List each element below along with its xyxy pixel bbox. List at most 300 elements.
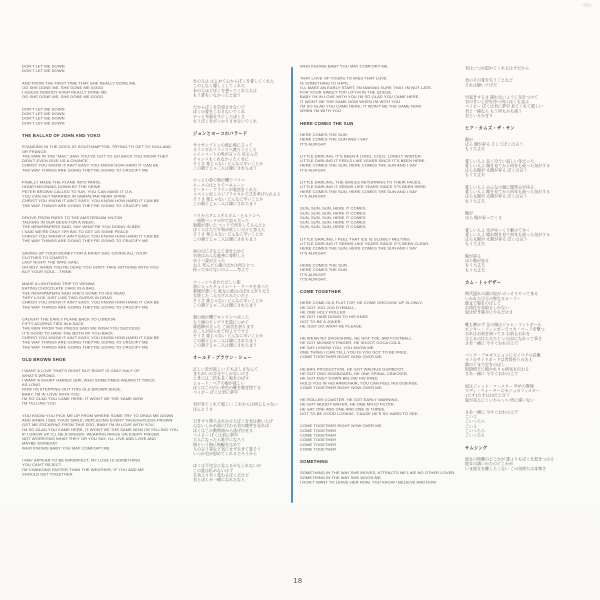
lyric-line: HE GOT FEET DOWN BELOW HIS KNEE — [300, 376, 378, 381]
lyric-line: この愛は拒めないはず — [193, 468, 233, 473]
lyric-stanza — [465, 66, 590, 71]
lyric-stanza — [22, 107, 192, 126]
lyric-line: I DON'T WANT TO LEAVE HER NOW, YOU KNOW I BELIEVE AND HOW — [300, 480, 437, 485]
lyric-line: ONE THING I CAN TELL YOU IS YOU GOT TO BE FREE. — [300, 350, 408, 355]
lyric-line: YOU KNOW YOU PICK ME UP FROM WHERE SOME TRY TO DRAG ME DOWN — [22, 413, 174, 418]
lyric-line: 愛しい人よ 長く冷たい寂しい冬だった — [465, 158, 535, 164]
lyric-line: 膝まで髪をのばして — [465, 300, 501, 306]
lyric-line: 報道陣が言った ご成功を祈ります — [193, 324, 255, 329]
lyric-line: もう誰もいなかったと思う — [193, 92, 241, 98]
lyric-stanza — [300, 206, 468, 229]
lyric-line: COME TOGETHER RIGHT NOW OVER ME. — [300, 423, 383, 429]
lyric-stanza — [465, 159, 590, 178]
lyric-line: もう大丈夫 — [465, 241, 485, 247]
song-title: SOMETHING — [300, 459, 329, 465]
lyric-line: SHOULD GET TOGETHER — [22, 471, 73, 477]
lyric-line: COME TOGETHER — [300, 437, 337, 443]
lyric-line: I'M CHANGING FASTER THAN THE WEATHER, IF YOU AND ME — [22, 467, 145, 472]
lyric-line: THE WAY THINGS ARE GOING THEY'RE GOING TO CRUCIFY ME — [22, 344, 149, 350]
lyric-line: GOT TO BE A JOKER, — [300, 319, 342, 324]
lyric-line: だからぼくを失望させないで — [193, 105, 245, 110]
lyric-line: OO SHE DONE ME, SHE DONE ME GOOD — [22, 94, 104, 100]
lyric-stanza — [22, 81, 192, 100]
lyric-stanza — [465, 254, 590, 273]
lyric-line: I'LL MAKE AN EARLY START, I'M MAKING SURE THAT I'M NOT LATE. — [300, 85, 433, 90]
lyric-line: YOU CAN GET MARRIED IN GIBRALTAR NEAR SPAIN — [22, 193, 126, 199]
lyric-stanza — [465, 137, 590, 151]
lyric-line: ぼくはこの古い茶色の靴を脱ぎ捨てる — [193, 385, 261, 390]
lyric-stanza — [465, 410, 590, 438]
lyric-line: IT'S ALRIGHT. — [300, 167, 327, 173]
lyric-line: レインコートの男が言った 戻るんだ — [193, 152, 258, 157]
lyric-line: SAVING UP YOUR MONEY FOR A RAINY DAY, GIVING ALL YOUR — [22, 250, 148, 256]
lyric-stanza — [193, 105, 298, 124]
lyric-line: 大人になったら歌手になろう — [193, 437, 245, 443]
lyric-line: AS LONG. — [22, 382, 42, 388]
lyric-line: BABY I'M IN LOVE WITH YOU I'M SO GLAD YOU CAME HERE, — [300, 94, 420, 100]
lyric-line: 早起きするさ 遅れないように気をつけて — [465, 94, 539, 100]
lyric-stanza — [193, 402, 298, 411]
lyric-line: IT'S ALRIGHT — [300, 272, 327, 277]
lyric-line: HE GOT JOO JOO EYEBALL, — [300, 305, 356, 310]
lyric-line: 君とぼくが一緒になれたなら — [193, 477, 245, 483]
lyric-line: 愛しい人よ 陽を見てから何年も経った気がする — [465, 163, 551, 168]
lyric-line: HE WEAR NO SHOESHINE, HE GOT TOE JAM FOOTBALL. — [300, 336, 413, 341]
lyric-line: もう大丈夫 — [465, 263, 485, 268]
lyric-line: EATING CHOCOLATE CAKE IN A BAG. — [22, 286, 96, 291]
song-title: HERE COMES THE SUN — [300, 120, 354, 126]
lyrics-column-japanese-right — [465, 66, 590, 478]
lyric-line: DON'T LET ME DOWN — [22, 64, 65, 69]
lyric-line: そうさ 楽じゃない どんなに辛いことか — [193, 161, 264, 166]
lyric-line: おれはお前を知ってる お前もおれを — [465, 331, 531, 337]
lyric-line: COME TOGETHER — [300, 446, 337, 452]
lyric-line: 一週間ベッドの中で語り合った — [193, 218, 249, 223]
lyric-line: I'M SO GLAD YOU CAME HERE, IT WON'T BE THE SAME NOW — [300, 104, 422, 109]
lyric-line: I WANT A SHORT HAIRED GIRL WHO SOMETIMES WEARS IT TWICE — [22, 377, 156, 383]
lyric-line: さあ一緒に 今すぐおれの上で — [465, 409, 519, 415]
lyric-stanza — [465, 322, 590, 345]
lyric-line: この調子じゃ二人は磔にされちまう — [193, 343, 257, 348]
lyric-line: HONEYMOONING DOWN BY THE SEINE. — [22, 184, 102, 190]
lyric-line: ベイビー ぼくは君に夢中 — [193, 390, 238, 395]
lyric-stanza — [465, 384, 590, 403]
lyric-line: IT WON'T BE THE SAME NOW WHEN I'M WITH YOU — [300, 99, 401, 104]
lyric-line: I'M TELLING YOU — [22, 401, 56, 406]
lyric-line: HERE COMES THE SUN — [300, 262, 347, 268]
lyric-stanza — [193, 249, 298, 272]
lyric-stanza — [300, 180, 468, 199]
lyric-stanza — [22, 251, 192, 274]
lyric-line: ぼくはこの動物園から逃げ出せる — [193, 428, 253, 433]
lyric-line: 肘掛椅子に抱かれりゃ病気も伝わる — [465, 367, 529, 372]
lyric-line: COME TOGETHER — [300, 442, 337, 447]
lyric-line: モンキー・フィンガーでコカ・コーラを撃つ — [465, 326, 545, 332]
lyric-line: I'M SO GLAD YOU CAME HERE, IT WON'T BE THE SAME NOW I'M TELLING YOU — [22, 427, 179, 432]
lyric-line: ぼくは不完全に見えるかもしれないが — [193, 463, 261, 469]
lyric-line: SUN, SUN, SUN, HERE IT COMES — [300, 206, 366, 211]
lyric-line: セーヌのほとりでハネムーン — [193, 182, 245, 188]
lyric-line: TALKING IN OUR BEDS FOR A WEEK. — [22, 220, 96, 225]
lyric-line: 引きずり降ろされかけたぼくを君は救い上げ — [193, 419, 273, 424]
lyric-line: CHRIST YOU KNOW IT AIN'T EASY, YOU KNOW HOW HARD IT CAN BE — [22, 198, 160, 204]
lyric-line: やっとの事で飛行機でパリへ — [193, 178, 245, 183]
song-title: ヒア・カムズ・ザ・サン — [465, 125, 515, 131]
lyric-line: DON'T LET ME DOWN — [22, 116, 65, 121]
lyric-stanza — [22, 369, 192, 406]
lyric-line: 人の言う事など気にせず生きて愛そう — [193, 446, 261, 452]
lyric-line: こいったら — [465, 433, 485, 438]
lyric-line: スペイン近くのジブラルタルで式を挙げられると — [193, 192, 281, 197]
song-title: COME TOGETHER — [300, 289, 342, 295]
lyric-line: いま彼女を離したくない この気持ちは本物さ — [465, 466, 547, 471]
lyric-line: この上なく優しくしてくれた — [193, 83, 245, 89]
lyric-line: STANDING IN THE DOCK AT SOUTHAMPTON, TRYING TO GET TO HOLLAND — [22, 144, 172, 150]
lyric-line: THE WAY THINGS ARE GOING THEY'RE GOING TO CRUCIFY ME — [22, 304, 149, 310]
lyric-line: COME TOGETHER — [300, 432, 337, 438]
lyric-line: LITTLE DARLING, IT'S BEEN A LONG, COLD, LONELY WINTER. — [300, 153, 423, 159]
lyric-line: 膝の下まで足をのばし — [465, 362, 505, 367]
scan-smudge — [580, 2, 594, 8]
lyric-line: PETER BROWN CALLED TO SAY, YOU CAN MAKE IT O.K. — [22, 189, 134, 194]
lyric-line: HE GOT MUDDY WATER, HE ONE MOJO FILTER. — [300, 402, 395, 407]
lyric-line: 愛しい人よ 氷がゆっくり解けてゆく — [465, 227, 531, 233]
lyric-line: 朝の飛行機でロンドンへ戻った — [193, 315, 249, 320]
lyric-line: ほんとうさ — [193, 406, 213, 412]
lyric-stanza — [300, 398, 468, 417]
lyric-line: いかれた目玉の聖なるローラー — [465, 296, 521, 301]
song-title: サムシング — [465, 445, 488, 451]
song-title: THE BALLAD OF JOHN AND YOKO — [22, 132, 101, 138]
lyric-stanza — [300, 64, 468, 69]
lyric-stanza — [193, 464, 298, 483]
lyric-line: HE SAY I KNOW YOU, YOU KNOW ME. — [300, 345, 375, 350]
lyric-line: IT'S ALRIGHT — [300, 141, 327, 147]
lyric-line: 時代遅れの頭の奴が のっそりやって来る — [465, 291, 539, 297]
lyric-stanza — [465, 457, 590, 471]
lyric-line: IT'S ALRIGHT. — [300, 193, 327, 199]
lyric-line: DON'T LET ME DOWN — [22, 68, 65, 74]
lyric-line: ほら太陽が 太陽が昇る ぼくは言う — [465, 168, 528, 173]
lyric-line: HERE COMES THE SUN, HERE COMES THE SUN AND I SAY — [300, 163, 418, 168]
lyric-line: 心ないしかめ面に代わる君の微笑を見れば — [193, 423, 269, 429]
lyric-line: HE ONE HOLY ROLLER, — [300, 309, 347, 315]
lyric-line: DON'T LET ME DOWN — [22, 106, 65, 112]
lyric-line: 靴も磨かず 足の指はジャム・フットボール — [465, 322, 542, 327]
lyric-line: WHO KNOWS BABY YOU MAY COMFORT ME. — [300, 64, 389, 69]
lyric-line: 天気より早く変わるぼくだけど — [193, 473, 249, 478]
lyric-line: AND FROM THE FIRST TIME THAT SHE REALLY DONE ME, — [22, 80, 137, 86]
lyric-line: 陽が昇る — [465, 253, 481, 259]
lyric-line: やっと幸福を手にしたぼくさ — [193, 114, 245, 119]
lyric-line: I SAID WE'RE ONLY TRYING TO GET US SOME PEACE — [22, 229, 129, 234]
lyric-line: I GUESS NOBODY EVER REALLY DONE ME — [22, 90, 108, 95]
lyric-line: NOT WORRYING WHAT THEY OR YOU SAY, I'LL LIVE AND LOVE AND — [22, 436, 157, 442]
lyric-line: 君はいつか慰めてくれるはずだから — [465, 66, 529, 71]
lyric-line: そうさ 楽じゃない どんなに辛いことか — [193, 196, 264, 202]
lyric-line: 君といるかぎり — [465, 113, 493, 119]
lyric-line: チャンスもくれなかったくせに — [193, 156, 249, 162]
lyric-line: もう大丈夫 — [465, 146, 485, 152]
lyric-line: BUT YOUR SOUL - THINK — [22, 269, 72, 274]
lyric-line: LITTLE DARLING IT FEELS LIKE YEARS SINCE IT'S BEEN HERE. — [300, 158, 426, 164]
lyric-line: THE WAY THINGS ARE GOING THEY'RE GOING TO CRUCIFY ME — [22, 203, 149, 208]
lyric-line: IT'S GOOD TO HAVE THE BOTH OF YOU BACK — [22, 330, 114, 336]
lyric-line: HERE COMES THE SUN — [300, 267, 347, 273]
lyric-line: FOR YOUR SWEET TOP LIP I'M IN THE QUEUE. — [300, 90, 393, 95]
lyric-line: 陽が — [465, 210, 473, 216]
lyric-line: 彼女の誘いかたのどこかが — [465, 461, 513, 467]
lyric-line: CHRIST YOU KNOW IT AIN'T EASY YOU KNOW HOW HARD IT CAN BE — [22, 163, 159, 168]
lyric-line: GOT ME ESCAPING FROM THIS ZOO, BABY I'M IN LOVE WITH YOU — [22, 422, 154, 428]
lyric-line: 1たす1たす1は3だと言う — [465, 393, 510, 398]
lyric-line: I MAY APPEAR TO BE IMPERFECT, MY LOVE IS SOMETHING — [22, 458, 141, 463]
lyric-line: CHRIST YOU KNOW IT AIN'T EASY, YOU KNOW HOW HARD IT CAN BE — [22, 234, 160, 239]
lyric-line: ベイビー ぼくは君に夢中 来てくれて嬉しい — [465, 104, 544, 109]
lyric-stanza — [465, 95, 590, 118]
lyric-line: WHEN I'M WITH YOU — [300, 108, 341, 114]
song-title: カム・トゥゲザー — [465, 279, 502, 285]
lyric-line: SUN, SUN, SUN, HERE IT COMES — [300, 215, 366, 220]
lyric-line: DON'T LET ME DOWN — [22, 111, 65, 117]
lyric-line: 君が来てくれて嬉しい これからは同じじゃない — [193, 402, 279, 407]
lyric-line: HERE COMES THE SUN, HERE COMES THE SUN AND I SAY — [300, 246, 418, 251]
song-title: オールド・ブラウン・シュー — [193, 355, 252, 361]
lyric-line: DON'T LET ME DOWN — [22, 120, 65, 126]
lyric-line: SOMETHING IN THE WAY SHE MOVES, ATTRACTS ME LIKE NO OTHER LOVER. — [300, 470, 456, 476]
lyric-line: IF I GROW UP I'LL BE A SINGER, WEARING RINGS ON EVERY FINGER. — [22, 431, 161, 437]
lyric-line: IT'S ALRIGHT. — [300, 250, 327, 256]
lyric-line: ウィーンへあわただしい旅 — [193, 279, 241, 285]
lyrics-column-japanese-left — [193, 79, 298, 490]
lyric-line: SOMETHING IN THE WAY SHE WOOS ME. — [300, 475, 382, 480]
lyric-line: ゆうべ妻が言った — [193, 258, 225, 263]
lyric-line: COME TOGETHER RIGHT NOW OVER ME. — [300, 385, 383, 390]
lyric-line: バッグ・プロダクションにセイウチの長靴 — [465, 353, 541, 358]
lyric-stanza — [193, 315, 298, 348]
lyric-line: 指という指に指輪をはめて — [193, 442, 241, 447]
lyric-line: こいよ — [465, 423, 477, 429]
lyric-line: ベイビー ぼくは君に夢中 — [193, 432, 238, 438]
lyric-line: THE WAY THINGS ARE GOING THEY'RE GOING TO CRUCIFY ME — [22, 167, 149, 173]
lyric-line: パリからアムステルダム・ヒルトンへ — [193, 213, 261, 219]
lyric-line: それは願い下げだ — [465, 82, 497, 88]
lyric-line: THE MEN FROM THE PRESS SAID WE WISH YOU SUCCESS — [22, 326, 140, 331]
lyric-stanza — [300, 471, 468, 485]
lyric-line: そうさ 楽じゃない どんなに辛いことか — [193, 232, 264, 237]
lyric-line: あの人ほどぼくを想ってくれた人は — [193, 88, 257, 93]
lyric-line: ほら 陽が昇る そしてぼくは言う — [465, 141, 524, 147]
lyric-line: ぼくらはただ平和が欲しいだけと答えた — [193, 227, 265, 233]
lyric-line: ピーター・ブラウンが電話をくれた — [193, 187, 257, 193]
lyric-line: この調子じゃ二人は磔にされちまう — [193, 338, 257, 343]
lyric-stanza — [193, 214, 298, 242]
lyric-line: SUN, SUN, SUN, HERE IT COMES — [300, 210, 366, 216]
lyric-line: WHAT'S WRONG. — [22, 373, 56, 378]
lyric-line: ショート・ヘアの娘が欲しい — [193, 380, 245, 386]
lyric-line: 袋に入ったチョコレート・ケーキを食べた — [193, 284, 269, 289]
lyric-line: CHRIST YOU KNOW IT AIN'T EASY, YOU KNOW HOW HARD IT CAN BE — [22, 335, 160, 341]
lyric-line: 五十個のドングリを袋につめて — [193, 319, 249, 325]
lyric-line: CHRIST YOU KNOW IT AIN'T EASY, YOU KNOW HOW HARD IT CAN BE — [22, 300, 160, 305]
lyric-line: ほら陽が昇る — [465, 258, 489, 264]
lyric-line: 彼女の物腰のどこかが 誰よりもぼくを惹きつける — [465, 456, 555, 462]
lyric-line: HERE COMES THE SUN AND I SAY — [300, 137, 368, 142]
lyric-line: 奴は好き勝手にやるだけさ — [465, 310, 513, 315]
lyric-line: こいったら — [465, 428, 485, 434]
lyric-line: DIDN'T EVEN GIVE US A CHANCE — [22, 158, 88, 164]
lyric-line: MADE A LIGHTNING TRIP TO VIENNA — [22, 281, 95, 287]
lyric-line: OO SHE DONE ME, SHE DONE ME GOOD — [22, 85, 104, 90]
lyric-line: HERE COMES THE SUN — [300, 132, 347, 137]
lyric-stanza — [22, 180, 192, 208]
lyric-stanza — [300, 263, 468, 282]
lyric-line: 衣装はみんな慈善に寄附した — [193, 253, 245, 259]
lyric-line: この調子じゃ二人は磔にされちまう — [193, 236, 257, 242]
lyric-line: SUN, SUN, SUN, HERE IT COMES — [300, 220, 366, 225]
lyric-line: HERE COME OLD FLAT TOP, HE COME GROOVIN' UP SLOWLY, — [300, 300, 423, 306]
lyric-line: HE JUST DO WHAT HE PLEASE. — [300, 323, 363, 329]
lyric-line: WHO KNOWS BABY YOU MAY COMFORT ME. — [22, 445, 111, 451]
lyric-line: THAT LOVE OF YOURS TO MISS THAT LOVE — [300, 76, 387, 81]
lyric-line: HE ROLLER COASTER, HE GOT EARLY WARNING, — [300, 397, 399, 403]
lyric-line: 正しい恋が欲しい でも正しさなんて — [193, 366, 259, 372]
lyric-line: オノのサイドボードは背骨折りの名人 — [465, 357, 533, 363]
lyric-line: ねえ 死んだら魂のほかは何ひとつ — [193, 262, 255, 268]
lyric-line: GOT TO BE GOOD LOOKIN', 'CAUSE HE'S SO HARD TO SEE. — [300, 411, 419, 417]
lyric-line: BABY, I'M IN LOVE WITH YOU. — [22, 391, 81, 397]
lyric-line: もうぼくをがっかりさせないでくれ — [193, 119, 257, 124]
lyrics-column-english-right — [300, 64, 468, 492]
lyric-line: YOU CAN'T REJECT. — [22, 462, 62, 468]
lyric-stanza — [22, 215, 192, 243]
lyric-line: 女装した二人のグルみたいだと — [193, 293, 249, 299]
lyric-line: 愛しい人よ みんなの顔に微笑みが戻る — [465, 184, 535, 190]
lyric-line: IS SOMETHING I'D HATE. — [300, 80, 350, 86]
lyric-line: THE MAN IN THE "MAC" SAID YOU'VE GOT TO GO BACK YOU KNOW THEY — [22, 153, 169, 159]
lyric-line: 愛しい人よ 陽を見てから何年も経った気がする — [465, 189, 551, 195]
lyric-line: IT'S ALRIGHT. — [300, 276, 327, 282]
lyric-line: COME TOGETHER RIGHT NOW OVER ME. — [300, 354, 383, 360]
lyric-line: お二人が戻られて何よりですと — [193, 329, 249, 334]
lyric-stanza — [300, 237, 468, 256]
lyric-stanza — [193, 280, 298, 308]
lyric-line: CAUGHT THE EARLY PLANE BACK TO LONDON — [22, 316, 116, 322]
lyric-stanza — [22, 413, 192, 450]
lyric-line: マディ・ウォーターにモジョのフィルター — [465, 388, 540, 393]
lyric-stanza — [22, 317, 192, 350]
lyric-stanza — [193, 143, 298, 171]
lyric-line: 新聞が書いた 彼女に彼はのぼせ上がりだと — [193, 289, 271, 294]
lyric-line: FINALLY MADE THE PLANE INTO PARIS, — [22, 180, 101, 185]
lyric-stanza — [465, 185, 590, 204]
lyric-line: そうさ 楽じゃない どんなに辛いことか — [193, 298, 264, 303]
lyric-stanza — [193, 367, 298, 395]
lyric-line: HE SAY ONE AND ONE AND ONE IS THREE, — [300, 406, 386, 412]
lyric-line: こいよ — [465, 414, 477, 420]
lyric-line: I WANT A LOVE THAT'S RIGHT BUT RIGHT IS ONLY HALF OF — [22, 368, 140, 374]
lyric-line: こいったら — [465, 419, 485, 424]
lyric-line: DROVE FROM PARIS TO THE AMSTERDAM HILTON — [22, 215, 123, 220]
lyric-line: もう大丈夫 — [465, 267, 485, 273]
lyric-stanza — [193, 79, 298, 98]
lyric-stanza — [465, 228, 590, 247]
lyric-line: OR FRANCE. — [22, 149, 48, 154]
lyric-line: ほら太陽が 太陽が昇る ぼくは言う — [465, 237, 528, 242]
lyric-line: FIFTY ACORNS TIED IN A SACK — [22, 321, 84, 327]
lyric-line: HE GOT ONO SIDEBOARD, HE ONE SPINAL CRACKER. — [300, 371, 408, 376]
song-title: OLD BROWN SHOE — [22, 356, 66, 362]
lyric-stanza — [465, 78, 590, 87]
lyric-line: 君の甘い上唇を待つ列にぼくも並ぶ — [465, 99, 529, 105]
lyric-line: この調子じゃ二人は磔にされちまう — [193, 201, 257, 206]
lyric-line: ぼくの愛をこわさないでくれ — [193, 109, 245, 115]
lyric-line: COME TOGETHER — [300, 428, 337, 433]
lyric-line: もう大丈夫 — [465, 198, 485, 204]
lyrics-column-english-left — [22, 64, 192, 484]
lyric-line: LAST NIGHT THE WIFE SAID, — [22, 260, 79, 265]
lyric-stanza — [300, 76, 468, 113]
lyric-line: LITTLE DARLING, THE SMILES RETURNING TO THEIR FACES. — [300, 180, 422, 185]
lyric-line: THE NEWSPAPERS SAID, SAY WHAT'RE YOU DOING IN BED — [22, 224, 141, 230]
lyric-line: さあ一緒に 今すぐおれの上で — [465, 371, 519, 377]
lyric-line: THE WAY THINGS ARE GOING THEY'RE GOING TO CRUCIFY ME — [22, 238, 149, 244]
lyric-line: HE GOT HAIR DOWN TO HIS KNEE. — [300, 314, 370, 320]
lyric-stanza — [300, 154, 468, 173]
lyric-line: LITTLE DARLING IT SEEMS LIKE YEARS SINCE IT'S BEEN HERE. — [300, 184, 428, 190]
lyric-stanza — [465, 353, 590, 376]
lyric-line: CLOTHES TO CHARITY. — [22, 255, 69, 260]
lyric-line: 雨の日にそなえて金をためて — [193, 249, 245, 254]
lyric-line: まちがいの半分でしかないのさ — [193, 371, 249, 376]
page-number: 18 — [293, 578, 303, 585]
lyric-stanza — [300, 424, 468, 452]
lyric-line: LITTLE DARLING IT SEEMS LIKE YEARS SINCE IT'S BEEN CLEAR. — [300, 241, 430, 247]
lyric-line: さあ一緒に 今すぐおれの上で — [465, 340, 519, 346]
lyric-line: HERE COMES THE SUN, HERE COMES THE SUN AND I SAY — [300, 189, 418, 194]
song-title: ジョンとヨーコのバラード — [193, 131, 248, 137]
lyric-stanza — [465, 292, 590, 315]
lyric-line: HOLD YOU IN HIS ARMCHAIR, YOU CAN FEEL HIS DISEASE. — [300, 380, 419, 386]
lyric-line: THEY LOOK JUST LIKE TWO GURUS IN DRAG — [22, 295, 113, 300]
lyric-stanza — [300, 301, 468, 329]
lyric-line: NOW I'M STEPPING OUT THIS OLD BROWN SHOE, — [22, 387, 122, 392]
lyric-stanza — [300, 336, 468, 359]
lyric-line: SUN, SUN, SUN, HERE IT COMES — [300, 224, 366, 230]
lyric-line: LITTLE DARLING, I FEEL THAT ICE IS SLOWLY MELTING. — [300, 236, 411, 242]
lyric-line: THE WAY THINGS ARE GOING THEY'RE GOING TO CRUCIFY ME — [22, 340, 149, 345]
lyric-stanza — [193, 178, 298, 206]
lyric-line: 姿が見えにくいから いい男に違いない — [465, 397, 535, 403]
lyric-line: MAYBE SOMEDAY — [22, 441, 58, 446]
lyric-line: この調子じゃ二人は磔にされちまう — [193, 302, 257, 308]
lyric-line: サウサンプトンの波止場に立って — [193, 142, 253, 148]
lyric-stanza — [22, 145, 192, 173]
lyric-line: この調子じゃ二人は磔にされちまう — [193, 166, 257, 171]
lyric-line: HE BAG PRODUCTION, HE GOT WALRUS GUMBOOT. — [300, 366, 405, 372]
lyric-stanza — [300, 132, 468, 146]
lyric-line: 奴はジェット・コースター 早めの警報 — [465, 383, 534, 389]
lyric-stanza — [193, 419, 298, 456]
lyric-line: 陽が — [465, 137, 473, 142]
lyric-stanza — [300, 367, 468, 390]
lyric-line: もう大丈夫 — [465, 172, 485, 178]
lyric-line: 新聞が書いた ベッドで何をしてるんだと — [193, 222, 267, 228]
lyric-line: 言えるのはただひとつ 自由になれって事さ — [465, 336, 543, 341]
lyric-line: 君のその愛を失うことなど — [465, 78, 513, 83]
lyric-line: お道化を気取るしかない — [465, 305, 509, 311]
lyric-line: AND WHEN I SEE YOUR SMILE, REPLACING EVERY THOUGHTLESS FROWN — [22, 417, 173, 423]
